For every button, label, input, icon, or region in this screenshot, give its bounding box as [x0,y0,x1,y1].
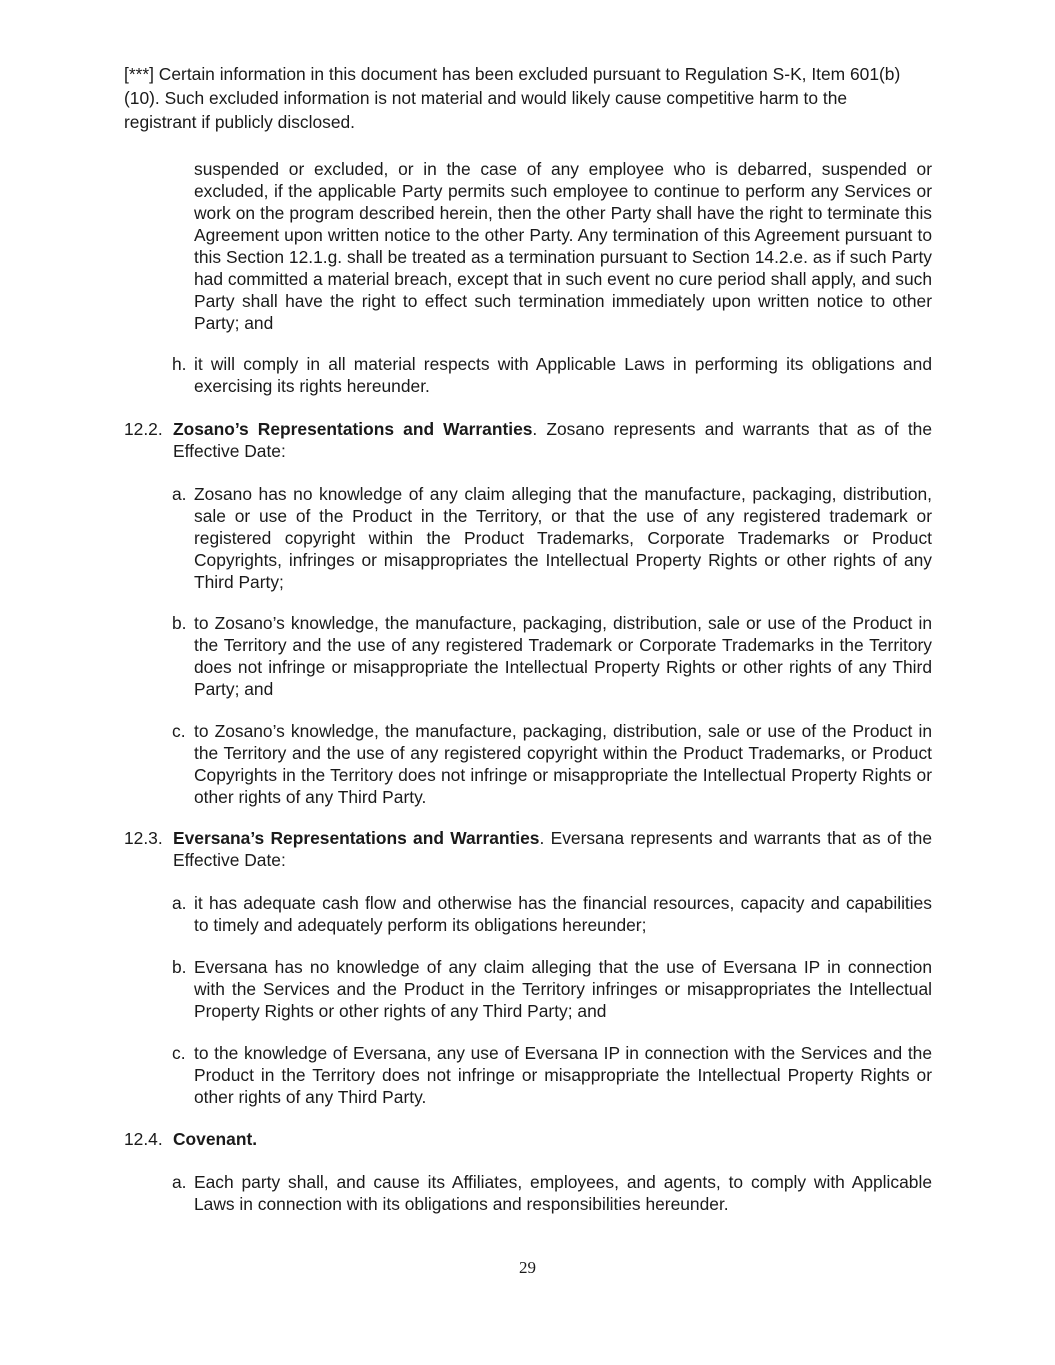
section-12-2-heading [124,418,932,462]
redaction-notice: [***] Certain information in this document has been excluded pursuant to Regulation S-K, Item 601(b)(10). Such excluded information is not material and would likely cause competitive harm to the registrant if publicly disclosed. [124,64,901,132]
section-intro: . Zosano represents and warrants that as of the Effective Date: [173,419,932,461]
section-number: 12.3. [124,828,163,848]
item-text: it has adequate cash flow and otherwise has the financial resources, capacity and capabilities to timely and adequately perform its obligations hereunder; [194,893,932,935]
item-letter: c. [172,1043,186,1063]
list-item-12-2-c [172,720,932,808]
item-text: to Zosano’s knowledge, the manufacture, packaging, distribution, sale or use of the Product in the Territory and the use of any registered Trademark or Corporate Trademarks in the Territory does not infringe or misappropriate the Intellectual Property Rights or other rights of any Third Party; and [194,613,932,699]
item-text: it will comply in all material respects with Applicable Laws in performing its obligations and exercising its rights hereunder. [194,354,932,396]
item-text: Zosano has no knowledge of any claim alleging that the manufacture, packaging, distribution, sale or use of the Product in the Territory, or that the use of any registered trademark or registered copyright within the Product Trademarks, Corporate Trademarks or Product Copyrights, infringes or misappropriates the Intellectual Property Rights or other rights of any Third Party; [194,484,932,592]
list-item-12-3-a [172,892,932,936]
item-text: Eversana has no knowledge of any claim alleging that the use of Eversana IP in connection with the Services and the Product in the Territory infringes or misappropriates the Intellectual Property Rights or other rights of any Third Party; and [194,957,932,1021]
section-12-4-heading [124,1128,932,1150]
section-title: Zosano’s Representations and Warranties [173,419,533,439]
item-letter: a. [172,484,187,504]
list-item-12-2-a [172,483,932,593]
item-letter: a. [172,893,187,913]
item-text: to Zosano’s knowledge, the manufacture, packaging, distribution, sale or use of the Product in the Territory and the use of any registered copyright within the Product Trademarks, or Product Copyrights in the Territory does not infringe or misappropriate the Intellectual Property Rights or other rights of any Third Party. [194,721,932,807]
section-12-3-heading [124,827,932,871]
section-title: Covenant. [173,1129,258,1149]
item-text: Each party shall, and cause its Affiliates, employees, and agents, to comply with Applicable Laws in connection with its obligations and responsibilities hereunder. [194,1172,932,1214]
list-item-12-3-c [172,1042,932,1108]
list-item-12-3-b [172,956,932,1022]
section-title: Eversana’s Representations and Warranties [173,828,540,848]
item-letter: b. [172,957,187,977]
section-intro: . Eversana represents and warrants that as of the Effective Date: [173,828,932,870]
item-letter: c. [172,721,186,741]
item-text: to the knowledge of Eversana, any use of Eversana IP in connection with the Services and the Product in the Territory does not infringe or misappropriate the Intellectual Property Rights or other rights of any Third Party. [194,1043,932,1107]
section-number: 12.2. [124,419,163,439]
section-12-1-g-continuation: suspended or excluded, or in the case of any employee who is debarred, suspended or excluded, if the applicable Party permits such employee to continue to perform any Services or work on the program described herein, then the other Party shall have the right to terminate this Agreement upon written notice to the other Party. Any termination of this Agreement pursuant to this Section 12.1.g. shall be treated as a termination pursuant to Section 14.2.e. as if such Party had committed a material breach, except that in such event no cure period shall apply, and such Party shall have the right to effect such termination immediately upon written notice to other Party; and [194,159,932,333]
section-number: 12.4. [124,1129,163,1149]
item-letter: b. [172,613,187,633]
list-item-12-1-h [172,353,932,397]
item-letter: h. [172,354,187,374]
list-item-12-4-a [172,1171,932,1215]
page-number: 29 [519,1258,536,1277]
list-item-12-2-b [172,612,932,700]
item-letter: a. [172,1172,187,1192]
